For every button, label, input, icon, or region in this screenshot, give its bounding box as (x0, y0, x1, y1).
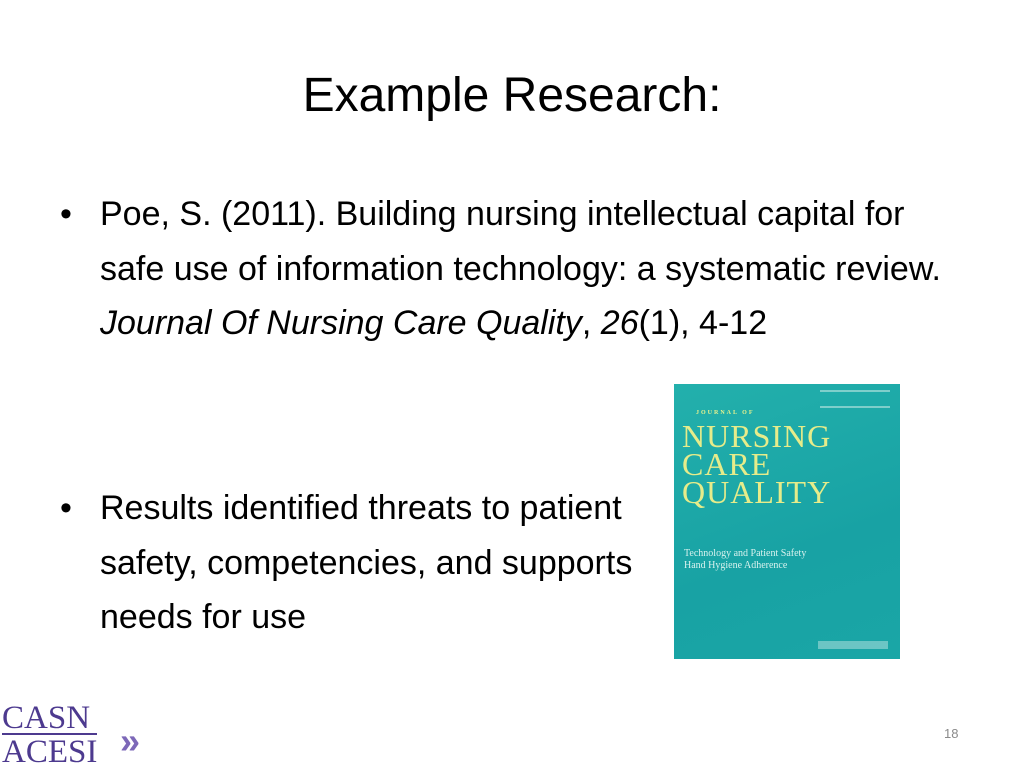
logo-line1: CASN (2, 700, 91, 736)
casn-acesi-logo (2, 700, 98, 770)
journal-name: Journal Of Nursing Care Quality (100, 304, 582, 342)
publisher-logo (818, 641, 888, 649)
page-number: 18 (944, 726, 959, 741)
citation-text: Poe, S. (2011). Building nursing intellectual capital for safe use of information technology: a systematic review. (100, 195, 941, 288)
bullet-citation (60, 187, 960, 351)
journal-cover-image (674, 384, 900, 659)
bullet-icon: • (60, 489, 72, 527)
logo-line2: ACESI (2, 734, 98, 770)
chevron-icon: » (120, 720, 129, 761)
slide-title: Example Research: (302, 69, 722, 122)
separator: , (581, 304, 601, 342)
cover-feature-1: Technology and Patient Safety (684, 548, 807, 559)
cover-feature-2: Hand Hygiene Adherence (684, 560, 788, 571)
cover-header-decoration (820, 390, 890, 408)
cover-title-line1: NURSING (682, 418, 832, 454)
issue-pages: (1), 4-12 (638, 304, 768, 342)
volume: 26 (600, 304, 639, 342)
bullet-icon: • (60, 195, 72, 233)
results-text: Results identified threats to patient safety, competencies, and supports needs for use (100, 489, 633, 636)
cover-title-line2: CARE (682, 446, 772, 482)
cover-title-line3: QUALITY (682, 474, 832, 510)
bullet-results (60, 481, 660, 645)
cover-journal-of: JOURNAL OF (696, 410, 755, 416)
